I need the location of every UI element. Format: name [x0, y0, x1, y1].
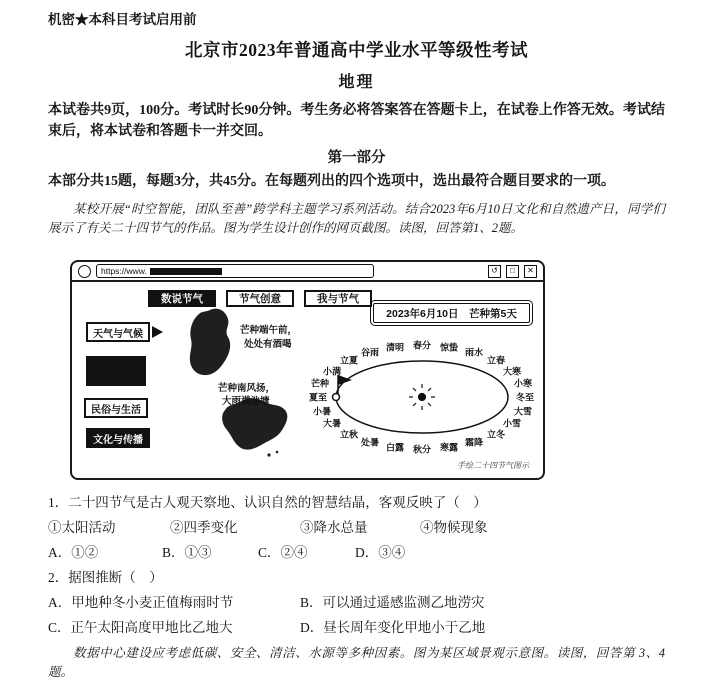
solar-term-label: 白露 [385, 442, 405, 453]
figure-caption: 手绘二十四节气图示 [457, 461, 529, 470]
solar-term-label: 立夏 [339, 355, 359, 366]
intro-q3-4: 数据中心建设应考虑低碳、安全、清洁、水源等多种因素。图为某区域景观示意图。读图，回答第 3、4 题。 [48, 646, 665, 679]
solar-term-label: 春分 [412, 340, 432, 351]
exam-title: 北京市2023年普通高中学业水平等级性考试 [185, 40, 528, 60]
solar-term-label: 芒种 [310, 378, 330, 389]
section-instructions: 本部分共15题，每题3分，共45分。在每题列出的四个选项中，选出最符合题目要求的一项。 [48, 174, 615, 189]
maximize-icon[interactable]: □ [506, 265, 519, 278]
exam-instructions: 本试卷共9页，100分。考试时长90分钟。考生务必将答案答在答题卡上，在试卷上作答无效。考试结束后，将本试卷和答题卡一并交回。 [48, 103, 665, 139]
browser-topbar [72, 262, 543, 282]
solar-term-label: 小满 [322, 366, 342, 377]
solar-term-label: 霜降 [464, 437, 484, 448]
section-title: 第一部分 [327, 150, 386, 166]
close-icon[interactable]: ✕ [524, 265, 537, 278]
nav-box-weather-climate[interactable]: 天气与气候 [86, 322, 150, 342]
solar-term-label: 大寒 [502, 366, 522, 377]
solar-term-label: 小暑 [312, 406, 332, 417]
note-jia: 芒种端午前， [240, 325, 298, 336]
nav-box-folk-life[interactable]: 民俗与生活 [84, 398, 148, 418]
solar-term-label: 清明 [385, 342, 405, 353]
tab-jieqi-chuangyi[interactable]: 节气创意 [226, 290, 294, 307]
option-item: ②四季变化 [170, 520, 238, 535]
choice-item: C．②④ [258, 545, 308, 560]
security-note: 机密★本科目考试启用前 [48, 12, 197, 27]
tab-shushuo-jieqi[interactable]: 数说节气 [148, 290, 216, 307]
questions-block [48, 490, 665, 682]
question-2-choices-row2 [48, 615, 665, 640]
solar-term-label: 秋分 [412, 444, 432, 455]
note-yi: 芒种南风扬， [218, 383, 276, 394]
solar-term-label: 大暑 [322, 418, 342, 429]
nav-box-filled[interactable] [86, 356, 146, 386]
solar-term-label: 小寒 [513, 378, 533, 389]
refresh-icon[interactable]: ↺ [488, 265, 501, 278]
solar-term-label: 小雪 [502, 418, 522, 429]
question-1-items [48, 515, 665, 540]
choice-item: D．昼长周年变化甲地小于乙地 [300, 620, 486, 635]
arrow-right-icon [152, 326, 163, 338]
option-item: ④物候现象 [420, 520, 488, 535]
option-item: ①太阳活动 [48, 520, 116, 535]
choice-item: B．可以通过遥感监测乙地涝灾 [300, 595, 485, 610]
sun-icon [409, 384, 435, 410]
solar-term-label: 立冬 [486, 429, 506, 440]
option-item: ③降水总量 [300, 520, 368, 535]
note-jia: 处处有酒喝 [244, 339, 292, 350]
solar-term-label: 雨水 [464, 347, 484, 358]
browser-window-figure [70, 260, 545, 480]
tab-wo-yu-jieqi[interactable]: 我与节气 [304, 290, 372, 307]
solar-term-label: 惊蛰 [439, 342, 459, 353]
solar-term-label: 夏至 [308, 392, 328, 403]
date-banner: 2023年6月10日 芒种第5天 [373, 303, 530, 323]
map-jia [190, 309, 230, 376]
globe-icon [78, 265, 91, 278]
solar-term-label: 处暑 [360, 437, 380, 448]
earth-marker [333, 394, 340, 401]
question-2-stem: 2．据图推断（ ） [48, 570, 163, 585]
solar-term-label: 冬至 [515, 392, 535, 403]
note-yi: 大雨满池塘 [222, 396, 270, 407]
question-2-choices-row1 [48, 590, 665, 615]
choice-item: B．①③ [162, 545, 212, 560]
choice-item: D．③④ [355, 545, 406, 560]
solar-term-label: 立秋 [339, 429, 359, 440]
solar-term-label: 寒露 [439, 442, 459, 453]
question-1-choices [48, 540, 665, 565]
url-text: https://www. [101, 266, 147, 276]
solar-term-label: 大雪 [513, 406, 533, 417]
choice-item: A．甲地种冬小麦正值梅雨时节 [48, 595, 234, 610]
question-1-stem: 1．二十四节气是古人观天察地、认识自然的智慧结晶，客观反映了（ ） [48, 495, 487, 510]
choice-item: C．正午太阳高度甲地比乙地大 [48, 620, 233, 635]
solar-term-label: 立春 [486, 355, 506, 366]
choice-item: A．①② [48, 545, 99, 560]
solar-term-label: 谷雨 [360, 347, 380, 358]
subject-title: 地理 [338, 74, 375, 91]
address-bar[interactable] [96, 264, 374, 278]
nav-box-culture-spread[interactable]: 文化与传播 [86, 428, 150, 448]
redacted-url [150, 268, 222, 275]
intro-q1-2: 某校开展“时空智能，团队至善”跨学科主题学习系列活动。结合2023年6月10日文化和自然遗产日，同学们展示了有关二十四节气的作品。图为学生设计创作的网页截图。读图，回答第1、2题。 [48, 202, 665, 235]
